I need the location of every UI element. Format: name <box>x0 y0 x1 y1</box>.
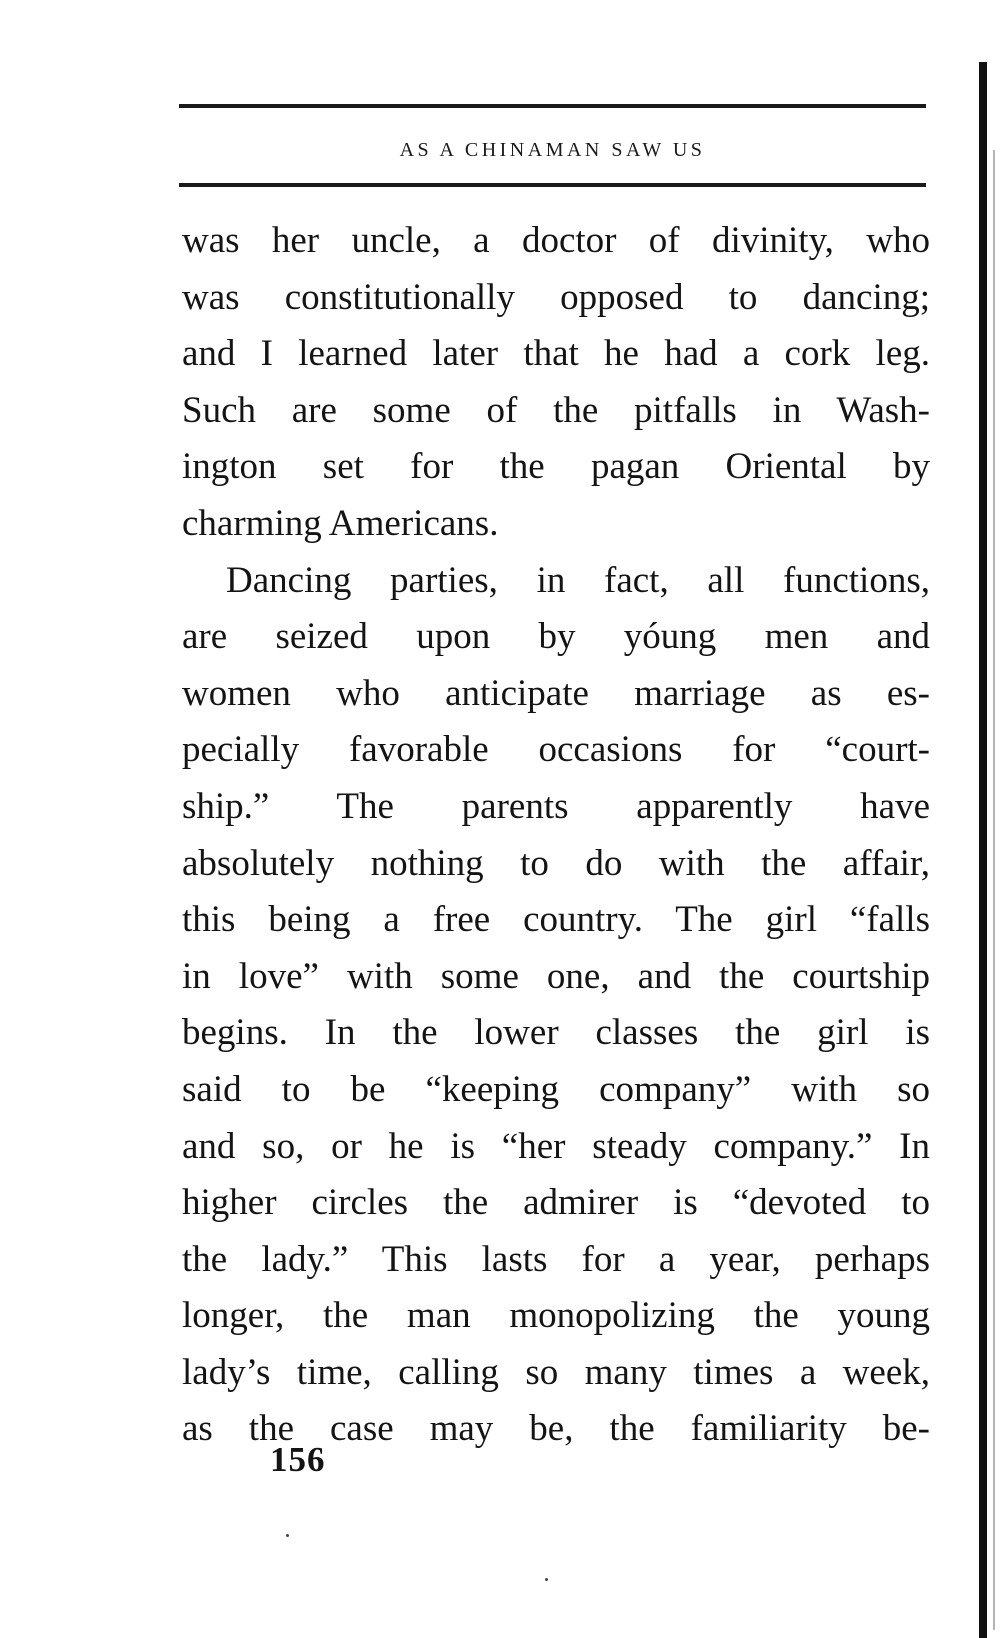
text-line: absolutely nothing to do with the affair, <box>182 842 930 884</box>
paper-speck <box>286 1534 289 1537</box>
text-line: lady’s time, calling so many times a week, <box>182 1351 930 1393</box>
text-line: Dancing parties, in fact, all functions, <box>226 559 930 601</box>
text-line: are seized upon by yóung men and <box>182 616 930 658</box>
text-line: ship.” The parents apparently have <box>182 785 930 827</box>
header-rule-bottom <box>179 183 926 187</box>
text-line: Such are some of the pitfalls in Wash- <box>182 389 930 431</box>
paper-speck <box>545 1578 548 1581</box>
text-line: longer, the man monopolizing the young <box>182 1295 930 1337</box>
page-number: 156 <box>270 1440 326 1479</box>
page-edge-line <box>993 150 995 1630</box>
body-text <box>182 213 930 1458</box>
text-line: higher circles the admirer is “devoted to <box>182 1182 930 1224</box>
running-head: AS A CHINAMAN SAW US <box>399 139 706 161</box>
text-line: was her uncle, a doctor of divinity, who <box>182 220 930 261</box>
text-line: this being a free country. The girl “falls <box>182 899 930 941</box>
header-rule-top <box>179 104 926 108</box>
text-line: and so, or he is “her steady company.” In <box>182 1125 930 1167</box>
page-edge-shadow <box>979 62 987 1638</box>
text-line: ington set for the pagan Oriental by <box>182 446 930 488</box>
text-line: begins. In the lower classes the girl is <box>182 1012 930 1054</box>
text-line: charming Americans. <box>182 502 499 544</box>
text-line: pecially favorable occasions for “court- <box>182 729 930 771</box>
text-line: said to be “keeping company” with so <box>182 1068 930 1110</box>
text-line: as the case may be, the familiarity be- <box>182 1408 930 1450</box>
text-line: was constitutionally opposed to dancing; <box>182 276 930 318</box>
text-line: the lady.” This lasts for a year, perhaps <box>182 1238 930 1280</box>
text-line: and I learned later that he had a cork leg. <box>182 333 930 375</box>
text-line: in love” with some one, and the courtship <box>182 955 930 997</box>
text-line: women who anticipate marriage as es- <box>182 672 930 714</box>
